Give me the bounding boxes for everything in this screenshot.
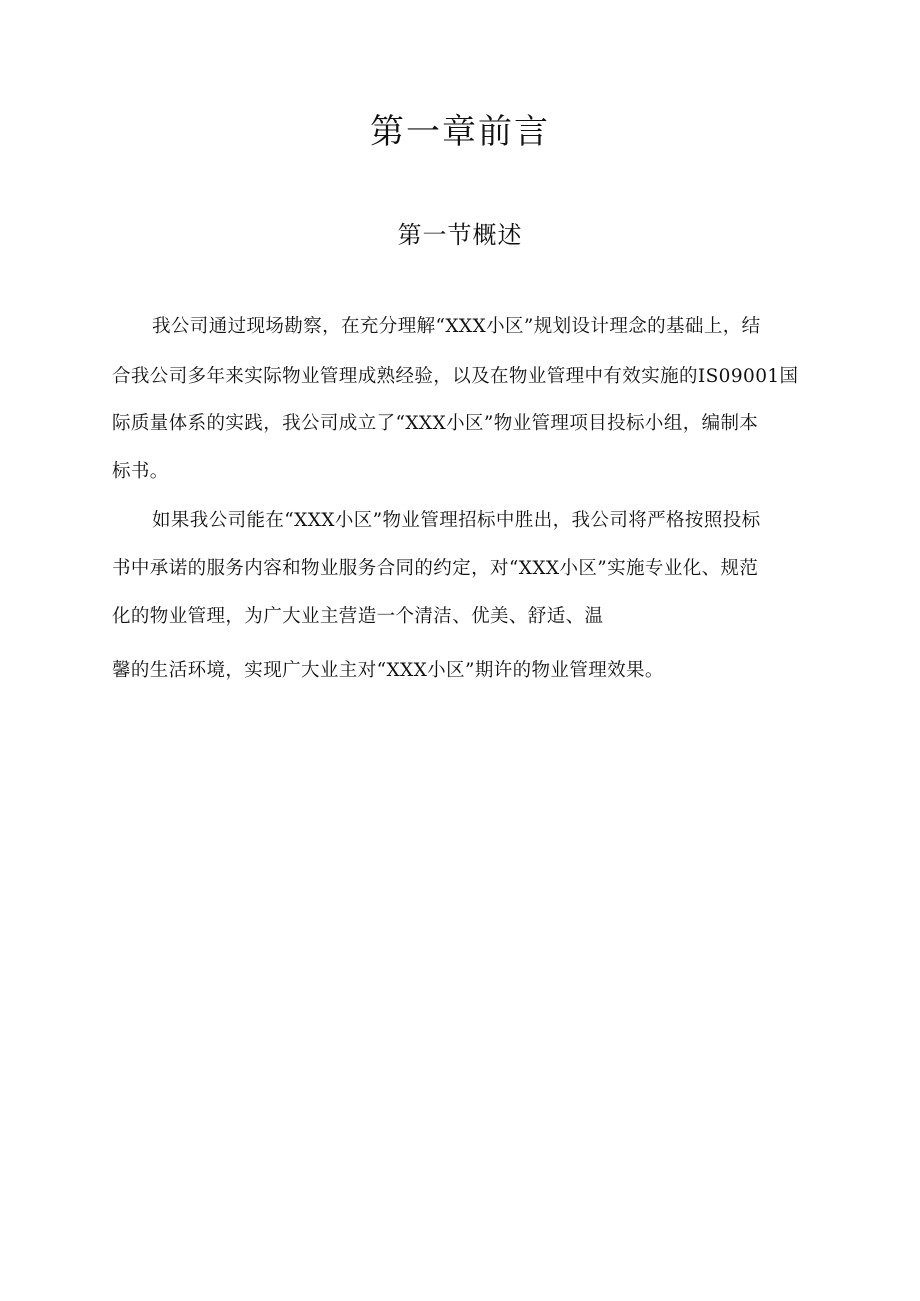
paragraph-line: 如果我公司能在“XXX小区”物业管理招标中胜出，我公司将严格按照投标: [152, 510, 761, 531]
paragraph-line: 书中承诺的服务内容和物业服务合同的约定，对“XXX小区”实施专业化、规范: [112, 558, 759, 579]
paragraph-line: 馨的生活环境，实现广大业主对“XXX小区”期许的物业管理效果。: [112, 660, 664, 681]
paragraph-line: 我公司通过现场勘察，在充分理解“XXX小区”规划设计理念的基础上，结: [152, 316, 761, 337]
paragraph-line: 化的物业管理，为广大业主营造一个清洁、优美、舒适、温: [112, 606, 604, 627]
paragraph-line: 标书。: [112, 461, 169, 482]
section-title: 第一节概述: [397, 221, 523, 249]
paragraph-line: 际质量体系的实践，我公司成立了“XXX小区”物业管理项目投标小组，编制本: [112, 413, 759, 434]
chapter-title: 第一章前言: [370, 112, 550, 152]
paragraph-line: 合我公司多年来实际物业管理成熟经验，以及在物业管理中有效实施的IS09001国: [112, 366, 799, 387]
